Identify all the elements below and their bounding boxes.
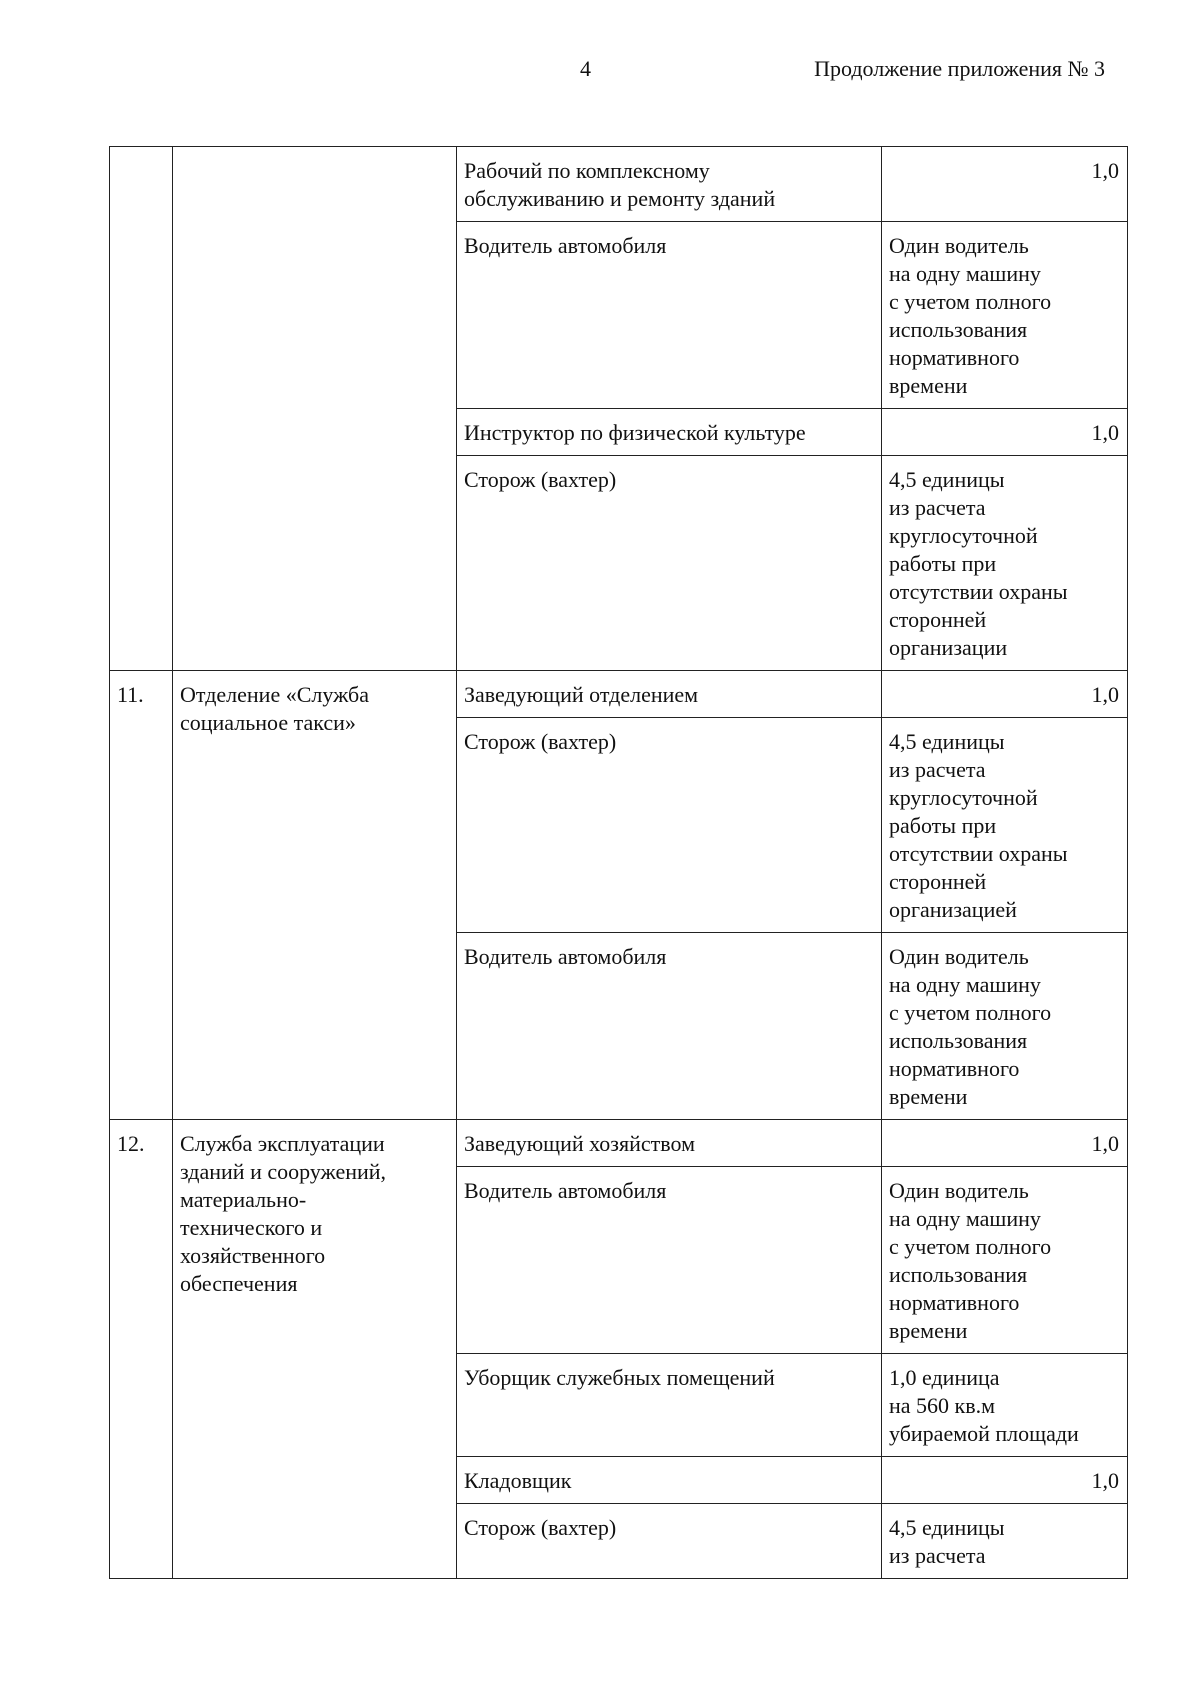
table-row [110,1120,1128,1167]
staff-norm-cell: Один водитель на одну машину с учетом полного использования нормативного времени [882,222,1128,409]
table-row [110,671,1128,718]
position-cell: Водитель автомобиля [457,222,882,409]
position-cell: Уборщик служебных помещений [457,1354,882,1457]
row-number-cell: 11. [110,671,173,1120]
staffing-table [109,146,1128,1579]
staff-norm-cell: 1,0 [882,147,1128,222]
staff-norm-cell: 1,0 [882,1120,1128,1167]
position-cell: Заведующий отделением [457,671,882,718]
staff-norm-cell: 4,5 единицы из расчета круглосуточной работы при отсутствии охраны сторонней организации [882,456,1128,671]
position-cell: Кладовщик [457,1457,882,1504]
position-cell: Рабочий по комплексному обслуживанию и ремонту зданий [457,147,882,222]
position-cell: Водитель автомобиля [457,1167,882,1354]
staff-norm-cell: 1,0 [882,1457,1128,1504]
page-number: 4 [580,56,591,81]
position-cell: Сторож (вахтер) [457,456,882,671]
position-cell: Водитель автомобиля [457,933,882,1120]
staff-norm-cell: Один водитель на одну машину с учетом полного использования нормативного времени [882,933,1128,1120]
position-cell: Инструктор по физической культуре [457,409,882,456]
page-heading: Продолжение приложения № 3 [814,56,1105,81]
department-name-cell: Служба эксплуатации зданий и сооружений, материально- технического и хозяйственного обеспечения [173,1120,457,1579]
staff-norm-cell: 1,0 единица на 560 кв.м убираемой площади [882,1354,1128,1457]
department-name-cell: Отделение «Служба социальное такси» [173,671,457,1120]
staff-norm-cell: 1,0 [882,409,1128,456]
row-number-cell [110,147,173,671]
staff-norm-cell: 4,5 единицы из расчета круглосуточной работы при отсутствии охраны сторонней организацией [882,718,1128,933]
staff-norm-cell: Один водитель на одну машину с учетом полного использования нормативного времени [882,1167,1128,1354]
row-number-cell: 12. [110,1120,173,1579]
staff-norm-cell: 4,5 единицы из расчета [882,1504,1128,1579]
staff-norm-cell: 1,0 [882,671,1128,718]
department-name-cell [173,147,457,671]
table-row [110,147,1128,222]
position-cell: Сторож (вахтер) [457,1504,882,1579]
staffing-table-body [110,147,1128,1579]
position-cell: Заведующий хозяйством [457,1120,882,1167]
position-cell: Сторож (вахтер) [457,718,882,933]
